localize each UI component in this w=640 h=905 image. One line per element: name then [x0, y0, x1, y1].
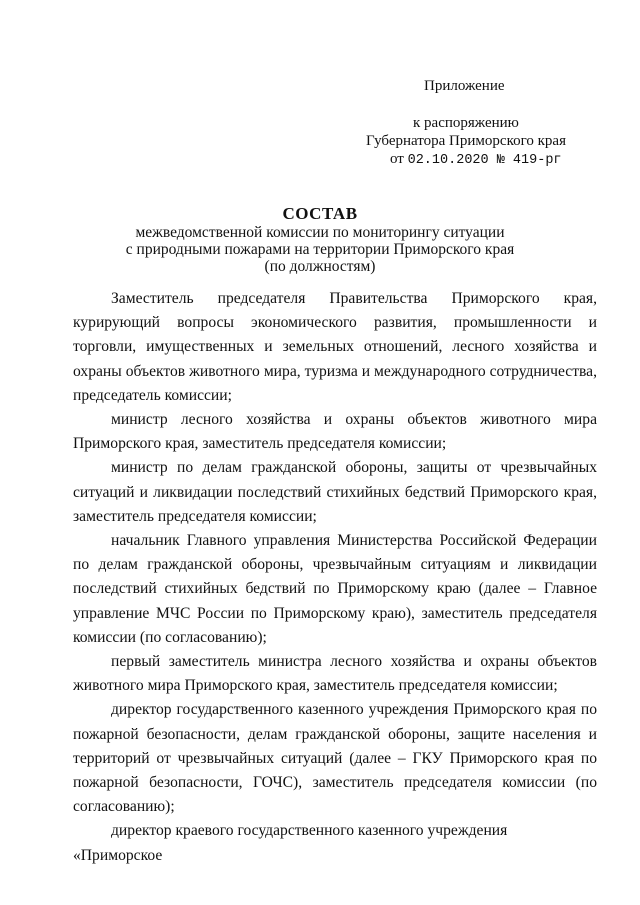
document-subtitle-line-3: (по должностям) [264, 258, 376, 275]
paragraph-civil-defense-minister: министр по делам гражданской обороны, защиты от чрезвычайных ситуаций и ликвидации последствий стихийных бедствий Приморского края, заместитель председателя комиссии; [73, 459, 597, 525]
paragraph-first-deputy-forestry: первый заместитель министра лесного хозяйства и охраны объектов животного мира Приморского края, заместитель председателя комиссии; [73, 653, 597, 695]
appendix-line-1: к распоряжению [413, 115, 519, 131]
appendix-line-2: Губернатора Приморского края [366, 133, 566, 149]
document-subtitle-line-1: межведомственной комиссии по мониторингу ситуации [135, 224, 505, 241]
paragraph-chairman: Заместитель председателя Правительства Приморского края, курирующий вопросы экономического развития, промышленности и торговли, имущественных и земельных отношений, лесного хозяйства и охраны объектов животного мира, туризма и международного сотрудничества, председатель комиссии; [73, 290, 597, 404]
appendix-date-prefix: от [390, 151, 404, 167]
document-body [73, 287, 597, 868]
paragraph-regional-institution-director: директор краевого государственного казенного учреждения «Приморское [73, 822, 508, 864]
appendix-date-number: 02.10.2020 № 419-рг [407, 153, 562, 168]
document-title: СОСТАВ [282, 204, 358, 223]
appendix-label: Приложение [424, 78, 505, 94]
paragraph-fire-safety-director: директор государственного казенного учреждения Приморского края по пожарной безопасности, делам гражданской обороны, защите населения и территорий от чрезвычайных ситуаций (далее – ГКУ Приморского края по пожарной безопасности, ГОЧС), заместитель председателя комиссии (по согласованию); [73, 701, 597, 816]
document-subtitle-line-2: с природными пожарами на территории Приморского края [125, 241, 515, 258]
appendix-date-line [390, 150, 562, 170]
paragraph-forestry-minister: министр лесного хозяйства и охраны объектов животного мира Приморского края, заместитель председателя комиссии; [73, 411, 597, 453]
paragraph-emercom-head: начальник Главного управления Министерства Российской Федерации по делам гражданской обороны, чрезвычайным ситуациям и ликвидации последствий стихийных бедствий по Приморскому краю (далее – Главное управление МЧС России по Приморскому краю), заместитель председателя комиссии (по согласованию); [73, 532, 597, 646]
